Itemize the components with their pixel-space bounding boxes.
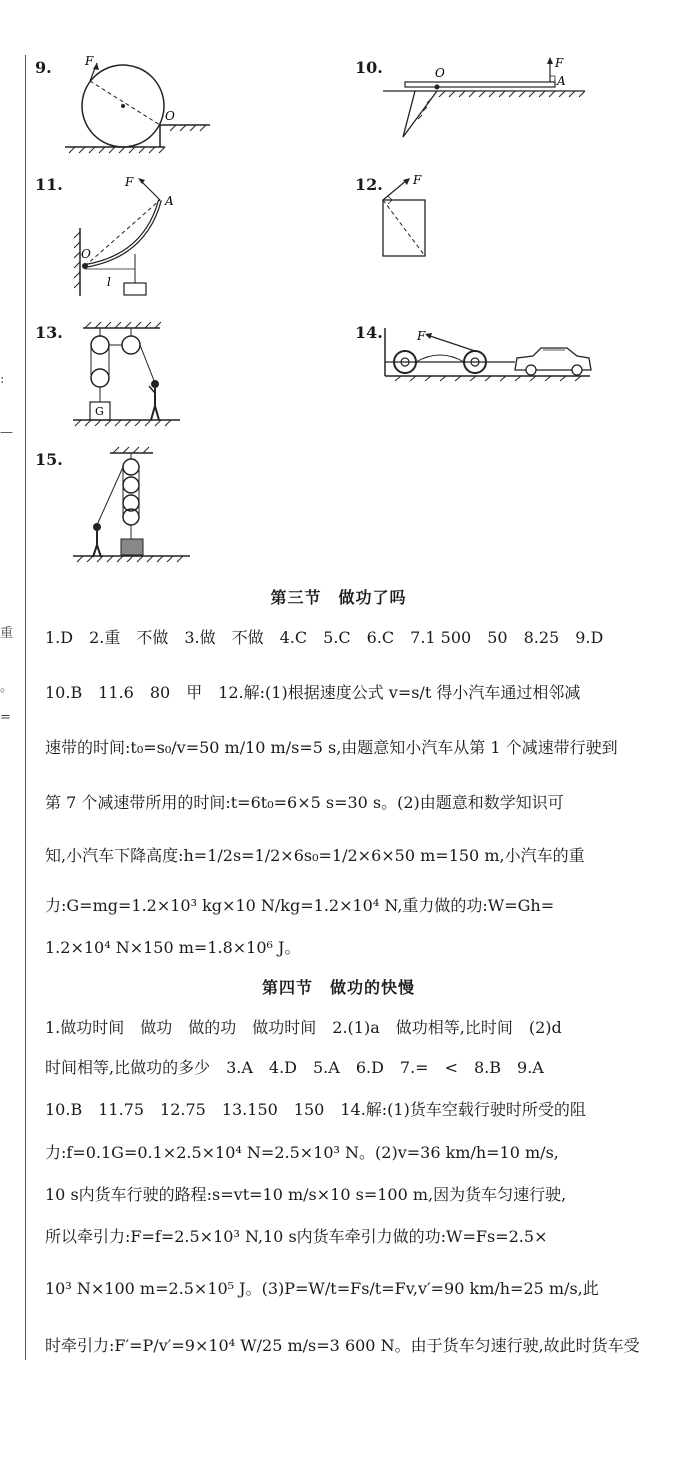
answer-line: 10.B 11.75 12.75 13.150 150 14.解:(1)货车空载行驶时所受的阻 bbox=[45, 1100, 586, 1119]
figure-number: 15. bbox=[35, 450, 63, 469]
figure-9-wheel-over-step bbox=[35, 55, 235, 160]
answer-line: 所以牵引力:F=f=2.5×10³ N,10 s内货车牵引力做的功:W=Fs=2.5× bbox=[45, 1227, 548, 1246]
figure-13-pulley-system bbox=[35, 318, 235, 433]
answer-line: 时牵引力:F′=P/v′=9×10⁴ W/25 m/s=3 600 N。由于货车匀速行驶,故此时货车受 bbox=[45, 1336, 640, 1355]
figure-11-diagram bbox=[35, 168, 235, 303]
figure-10-diagram bbox=[355, 55, 590, 150]
answer-line: 10.B 11.6 80 甲 12.解:(1)根据速度公式 v=s/t 得小汽车通过相邻减 bbox=[45, 683, 581, 702]
answer-line: 1.D 2.重 不做 3.做 不做 4.C 5.C 6.C 7.1 500 50 8.25 9.D bbox=[45, 628, 604, 647]
answer-line: 10 s内货车行驶的路程:s=vt=10 m/s×10 s=100 m,因为货车匀速行驶, bbox=[45, 1185, 567, 1204]
label-O: O bbox=[435, 66, 445, 80]
answer-line: 1.2×10⁴ N×150 m=1.8×10⁶ J。 bbox=[45, 938, 301, 957]
section-4-title: 第四节 做功的快慢 bbox=[261, 978, 415, 997]
margin-mark: 。 bbox=[0, 680, 14, 695]
margin-mark: = bbox=[0, 710, 11, 725]
figure-10-lever-on-pivot bbox=[355, 55, 590, 150]
margin-rule bbox=[25, 55, 26, 1360]
figure-15-diagram bbox=[35, 445, 235, 565]
label-O: O bbox=[165, 109, 175, 123]
margin-mark: : bbox=[0, 372, 5, 387]
margin-mark: — bbox=[0, 425, 13, 440]
figure-number: 10. bbox=[355, 58, 383, 77]
answer-line: 1.做功时间 做功 做的功 做功时间 2.(1)a 做功相等,比时间 (2)d bbox=[45, 1018, 562, 1037]
answer-line: 力:f=0.1G=0.1×2.5×10⁴ N=2.5×10³ N。(2)v=36 km/h=10 m/s, bbox=[45, 1143, 559, 1162]
answer-line: 力:G=mg=1.2×10³ kg×10 N/kg=1.2×10⁴ N,重力做的功:W=Gh= bbox=[45, 896, 555, 915]
figure-number: 9. bbox=[35, 58, 52, 77]
section-3-title: 第三节 做功了吗 bbox=[270, 588, 407, 607]
label-G: G bbox=[95, 405, 104, 418]
figure-12-box-tipping bbox=[355, 170, 555, 265]
figure-number: 11. bbox=[35, 175, 63, 194]
answer-line: 10³ N×100 m=2.5×10⁵ J。(3)P=W/t=Fs/t=Fv,v′=90 km/h=25 m/s,此 bbox=[45, 1279, 599, 1298]
label-A: A bbox=[557, 74, 566, 88]
figure-12-diagram bbox=[355, 170, 555, 265]
figure-number: 13. bbox=[35, 323, 63, 342]
label-F: F bbox=[555, 56, 564, 70]
figure-15-pulley-block bbox=[35, 445, 235, 565]
label-O: O bbox=[81, 247, 91, 261]
label-l: l bbox=[107, 275, 111, 289]
margin-mark: 重 bbox=[0, 626, 14, 641]
label-A: A bbox=[165, 194, 174, 208]
figure-13-diagram bbox=[35, 318, 235, 433]
figure-11-curved-lever bbox=[35, 168, 235, 303]
figure-number: 12. bbox=[355, 175, 383, 194]
label-F: F bbox=[125, 175, 134, 189]
label-F: F bbox=[413, 173, 422, 187]
answer-line: 时间相等,比做功的多少 3.A 4.D 5.A 6.D 7.= < 8.B 9.A bbox=[45, 1058, 544, 1077]
answer-line: 速带的时间:t₀=s₀/v=50 m/10 m/s=5 s,由题意知小汽车从第 1 个减速带行驶到 bbox=[45, 738, 618, 757]
answer-line: 知,小汽车下降高度:h=1/2s=1/2×6s₀=1/2×6×50 m=150 m,小汽车的重 bbox=[45, 846, 585, 865]
figure-9-diagram bbox=[35, 55, 235, 160]
label-F: F bbox=[85, 55, 94, 68]
answer-line: 第 7 个减速带所用的时间:t=6t₀=6×5 s=30 s。(2)由题意和数学知识可 bbox=[45, 793, 564, 812]
figure-number: 14. bbox=[355, 323, 383, 342]
label-F: F bbox=[417, 329, 426, 343]
figure-14-diagram bbox=[355, 318, 595, 383]
figure-14-tow-car bbox=[355, 318, 595, 383]
